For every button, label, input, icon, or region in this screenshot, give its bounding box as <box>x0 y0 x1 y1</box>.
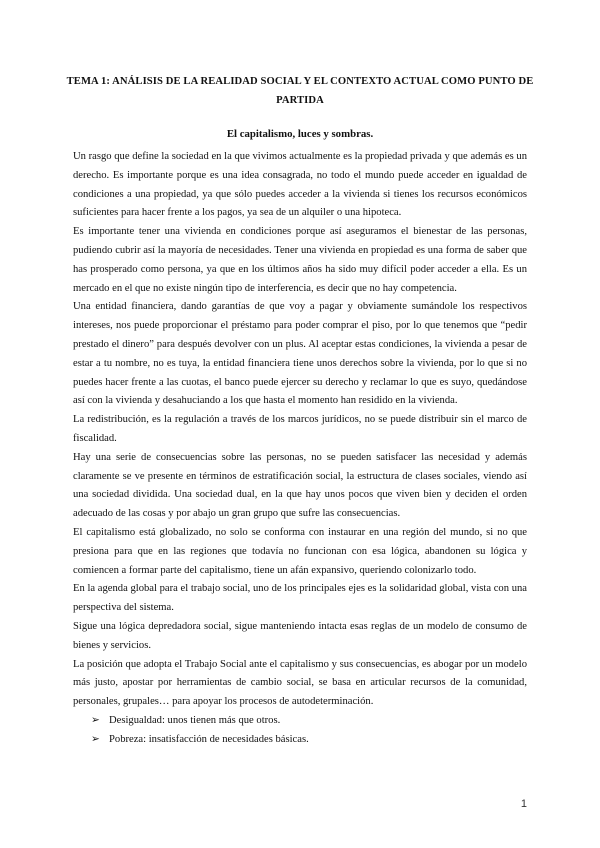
paragraph: El capitalismo está globalizado, no solo se conforma con instaurar en una región del mundo, si no que presiona para que en las regiones que todavía no funcionan con esa lógica, abandonen su lógica y comiencen a formar parte del capitalismo, tiene un afán expansivo, queriendo colonizarlo todo. <box>73 526 527 576</box>
arrow-bullet-icon: ➢ <box>91 733 100 745</box>
paragraph: En la agenda global para el trabajo social, uno de los principales ejes es la solidaridad global, vista con una perspectiva del sistema. <box>73 583 527 614</box>
list-item <box>91 712 527 731</box>
paragraph: Un rasgo que define la sociedad en la que vivimos actualmente es la propiedad privada y que además es un derecho. Es importante porque es una idea consagrada, no todo el mundo puede acceder en igualdad de condiciones a una propiedad, ya que sólo puedes acceder a la vivienda si tienes los recursos económicos suficientes para hacer frente a los pagos, ya sea de un alquiler o una hipoteca. <box>73 151 527 219</box>
paragraph: La redistribución, es la regulación a través de los marcos jurídicos, no se puede distribuir sin el marco de fiscalidad. <box>73 414 527 444</box>
arrow-bullet-icon: ➢ <box>91 714 100 726</box>
page-number: 1 <box>520 798 527 810</box>
paragraph: Es importante tener una vivienda en condiciones porque así aseguramos el bienestar de las personas, pudiendo cubrir así la mayoría de necesidades. Tener una vivienda en propiedad es una forma de saber que has prosperado como persona, ya que en los últimos años ha sido muy difícil poder acceder a ella. Es un mercado en el que no existe ningún tipo de interferencia, es decir que no hay competencia. <box>73 226 527 294</box>
list-item-text: Pobreza: insatisfacción de necesidades básicas. <box>109 733 309 745</box>
paragraph: Sigue una lógica depredadora social, sigue manteniendo intacta esas reglas de un modelo de consumo de bienes y servicios. <box>73 620 527 651</box>
paragraph: La posición que adopta el Trabajo Social ante el capitalismo y sus consecuencias, es abogar por un modelo más justo, apostar por herramientas de cambio social, se basa en articular recursos de la comunidad, personales, grupales… para apoyar los procesos de autodeterminación. <box>73 658 527 708</box>
bullet-list <box>73 712 527 750</box>
paragraph: Hay una serie de consecuencias sobre las personas, no se pueden satisfacer las necesidad y además claramente se ve presente en términos de estratificación social, la estructura de clases sociales, viendo así una sociedad dividida. Una sociedad dual, en la que hay unos pocos que viven bien y deciden el orden adecuado de las cosas y por abajo un gran grupo que sufre las consecuencias. <box>73 451 527 520</box>
paragraph: Una entidad financiera, dando garantías de que voy a pagar y obviamente sumándole los respectivos intereses, nos puede proporcionar el préstamo para poder comprar el piso, por lo que tenemos que “pedir prestado el dinero” para después devolver con un plus. Al aceptar estas condiciones, la vivienda a pesar de estar a tu nombre, no es tuya, la entidad financiera tiene unos derechos sobre la vivienda, por lo que si no puedes hacer frente a las cuotas, el banco puede ejercer su derecho y reclamar lo que es suyo, quedándose así con la vivienda y desahuciando a los que hasta el momento han residido en la vivienda. <box>73 301 527 407</box>
document-body <box>73 148 527 750</box>
section-subtitle: El capitalismo, luces y sombras. <box>226 128 374 140</box>
list-item-text: Desigualdad: unos tienen más que otros. <box>109 714 281 726</box>
list-item <box>91 731 527 750</box>
document-title: TEMA 1: ANÁLISIS DE LA REALIDAD SOCIAL Y EL CONTEXTO ACTUAL COMO PUNTO DE PARTIDA <box>66 76 534 106</box>
